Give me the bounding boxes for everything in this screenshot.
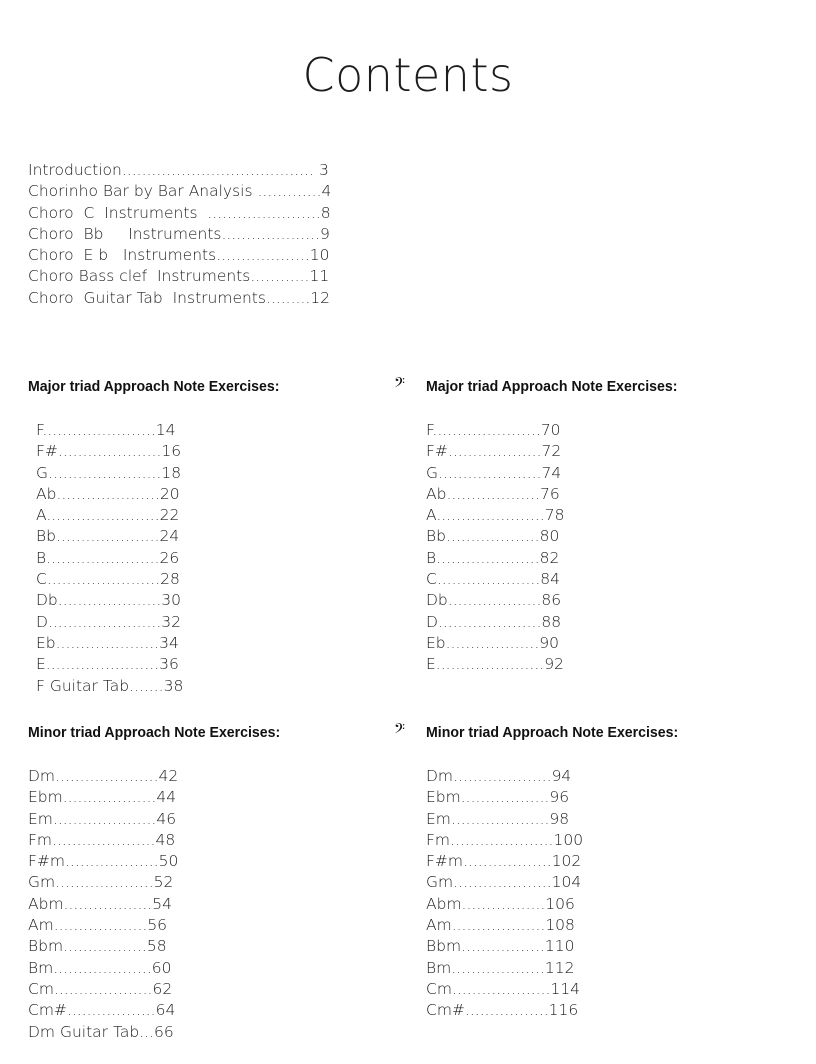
page-title: Contents <box>302 48 514 102</box>
toc-entry: Dm.....................42 <box>28 767 179 785</box>
toc-entry: Abm.................106 <box>426 894 575 913</box>
toc-entry: F#m..................102 <box>426 852 582 871</box>
toc-entry: Choro E b Instruments...................10 <box>28 246 330 265</box>
toc-entry: D.......................32 <box>36 612 181 631</box>
toc-lines <box>28 160 388 309</box>
toc-entry: B.....................82 <box>426 548 560 567</box>
toc-entry: Em....................98 <box>426 809 570 828</box>
toc-entry: F.......................14 <box>36 421 176 439</box>
toc-entry: Cm....................62 <box>28 979 173 998</box>
toc-entry: Am...................108 <box>426 916 575 935</box>
toc-entry: Cm#.................116 <box>426 1001 579 1020</box>
toc-entry: Em.....................46 <box>28 809 177 828</box>
toc-entry: Choro Guitar Tab Instruments.........12 <box>28 288 331 307</box>
section-header-major-treble: Major triad Approach Note Exercises: <box>28 378 280 395</box>
toc-entry: Gm....................52 <box>28 873 174 892</box>
toc-entry: E.......................36 <box>36 655 179 674</box>
toc-entry: Ab...................76 <box>426 484 560 503</box>
toc-entry: E......................92 <box>426 655 564 674</box>
toc-entry: Bb.....................24 <box>36 527 180 546</box>
toc-entry: Fm.....................100 <box>426 830 584 849</box>
entry-list-minor-bass <box>426 766 583 1022</box>
toc-entry: Gm....................104 <box>426 873 582 892</box>
toc-entry: Am...................56 <box>28 916 168 935</box>
toc-entry: Abm..................54 <box>28 894 172 913</box>
toc-entry: Eb.....................34 <box>36 633 179 652</box>
toc-entry: Bm...................112 <box>426 958 575 977</box>
toc-entry: Choro C Instruments .......................8 <box>28 203 331 222</box>
toc-entry: Ebm...................44 <box>28 788 177 807</box>
toc-entry: G.....................74 <box>426 463 562 482</box>
table-of-contents-top <box>28 160 388 309</box>
toc-entry: B.......................26 <box>36 548 180 567</box>
toc-entry: Introduction....................................... 3 <box>28 161 329 179</box>
bass-clef-icon: 𝄢 <box>394 375 405 395</box>
toc-entry: A.......................22 <box>36 506 180 525</box>
toc-entry: F Guitar Tab.......38 <box>36 676 184 695</box>
toc-entry: Choro Bb Instruments....................9 <box>28 224 330 243</box>
toc-entry: A......................78 <box>426 506 565 525</box>
section-header-minor-treble: Minor triad Approach Note Exercises: <box>28 724 281 741</box>
toc-entry: Bb...................80 <box>426 527 560 546</box>
toc-entry: C.....................84 <box>426 570 561 589</box>
entry-list-minor-treble <box>28 766 178 1043</box>
toc-entry: Cm....................114 <box>426 979 581 998</box>
toc-entry: Ebm..................96 <box>426 788 570 807</box>
toc-entry: Dm Guitar Tab...66 <box>28 1022 174 1041</box>
toc-entry: C.......................28 <box>36 570 180 589</box>
toc-entry: Bm....................60 <box>28 958 172 977</box>
toc-entry: Chorinho Bar by Bar Analysis .............4 <box>28 182 332 201</box>
toc-entry: F#.....................16 <box>36 442 182 461</box>
toc-entry: Ab.....................20 <box>36 484 180 503</box>
toc-entry: F#m...................50 <box>28 852 179 871</box>
toc-entry: Bbm.................110 <box>426 937 575 956</box>
section-header-minor-bass: Minor triad Approach Note Exercises: <box>426 724 679 741</box>
section-header-major-bass: Major triad Approach Note Exercises: <box>426 378 678 395</box>
toc-entry: Fm.....................48 <box>28 830 176 849</box>
toc-entry: Db.....................30 <box>36 591 181 610</box>
toc-entry: Bbm.................58 <box>28 937 167 956</box>
entry-list-major-treble <box>36 420 183 697</box>
toc-entry: Eb...................90 <box>426 633 559 652</box>
toc-entry: G.......................18 <box>36 463 182 482</box>
toc-entry: Choro Bass clef Instruments............11 <box>28 267 330 286</box>
toc-entry: Db...................86 <box>426 591 562 610</box>
toc-entry: F......................70 <box>426 421 561 439</box>
bass-clef-icon: 𝄢 <box>394 721 405 741</box>
toc-entry: F#...................72 <box>426 442 562 461</box>
toc-entry: Cm#..................64 <box>28 1001 176 1020</box>
entry-list-major-bass <box>426 420 564 676</box>
toc-entry: D.....................88 <box>426 612 562 631</box>
toc-entry: Dm....................94 <box>426 767 572 785</box>
